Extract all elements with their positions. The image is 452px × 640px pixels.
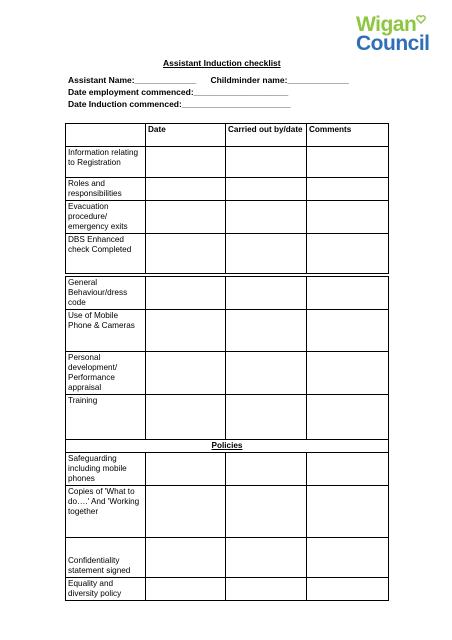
logo-line-2: Council [356,32,430,55]
table-row [66,453,389,486]
table-row [66,178,389,201]
table-row [66,538,389,578]
table-row [66,578,389,601]
date-cell[interactable] [146,201,226,234]
date-cell[interactable] [146,453,226,486]
table-row [66,201,389,234]
checklist-table-top [65,123,389,274]
date-cell[interactable] [146,178,226,201]
comments-cell[interactable] [307,352,389,395]
row-label: Confidentiality statement signed [66,538,146,578]
childminder-name-label: Childminder name:_____________ [210,75,349,85]
header-carried-out: Carried out by/date [226,124,307,147]
row-label: General Behaviour/dress code [66,277,146,310]
induction-commenced-field: Date Induction commenced:_______________________ [68,99,291,109]
carried-out-cell[interactable] [226,578,307,601]
header-blank [66,124,146,147]
date-cell[interactable] [146,578,226,601]
carried-out-cell[interactable] [226,310,307,352]
assistant-name-field [68,75,349,85]
checklist-table-bottom [65,276,389,601]
table-row [66,352,389,395]
heart-icon [416,15,426,24]
carried-out-cell[interactable] [226,201,307,234]
table-header-row [66,124,389,147]
carried-out-cell[interactable] [226,395,307,440]
carried-out-cell[interactable] [226,234,307,274]
table-row [66,486,389,538]
comments-cell[interactable] [307,310,389,352]
row-label: Information relating to Registration [66,147,146,178]
row-label: DBS Enhanced check Completed [66,234,146,274]
assistant-name-label: Assistant Name:_____________ [68,75,197,85]
row-label: Equality and diversity policy [66,578,146,601]
date-cell[interactable] [146,352,226,395]
carried-out-cell[interactable] [226,147,307,178]
logo-line-1: Wigan [356,13,417,36]
date-cell[interactable] [146,395,226,440]
date-cell[interactable] [146,234,226,274]
comments-cell[interactable] [307,453,389,486]
employment-commenced-field: Date employment commenced:____________________ [68,87,289,97]
comments-cell[interactable] [307,538,389,578]
comments-cell[interactable] [307,201,389,234]
comments-cell[interactable] [307,234,389,274]
table-row [66,234,389,274]
carried-out-cell[interactable] [226,178,307,201]
comments-cell[interactable] [307,578,389,601]
policies-heading: Policies [66,440,389,453]
table-row [66,147,389,178]
comments-cell[interactable] [307,395,389,440]
carried-out-cell[interactable] [226,453,307,486]
row-label: Personal development/ Performance appraisal [66,352,146,395]
wigan-council-logo [356,14,434,56]
row-label: Training [66,395,146,440]
row-label: Use of Mobile Phone & Cameras [66,310,146,352]
date-cell[interactable] [146,277,226,310]
comments-cell[interactable] [307,486,389,538]
date-cell[interactable] [146,147,226,178]
page-title: Assistant Induction checklist [163,58,281,68]
date-cell[interactable] [146,310,226,352]
comments-cell[interactable] [307,277,389,310]
comments-cell[interactable] [307,178,389,201]
table-row [66,277,389,310]
carried-out-cell[interactable] [226,352,307,395]
table-row [66,310,389,352]
row-label: Evacuation procedure/ emergency exits [66,201,146,234]
header-date: Date [146,124,226,147]
table-row [66,395,389,440]
row-label: Safeguarding including mobile phones [66,453,146,486]
date-cell[interactable] [146,486,226,538]
carried-out-cell[interactable] [226,538,307,578]
comments-cell[interactable] [307,147,389,178]
carried-out-cell[interactable] [226,486,307,538]
carried-out-cell[interactable] [226,277,307,310]
date-cell[interactable] [146,538,226,578]
policies-heading-row [66,440,389,453]
row-label: Roles and responsibilities [66,178,146,201]
header-comments: Comments [307,124,389,147]
row-label: Copies of 'What to do….' And 'Working together [66,486,146,538]
